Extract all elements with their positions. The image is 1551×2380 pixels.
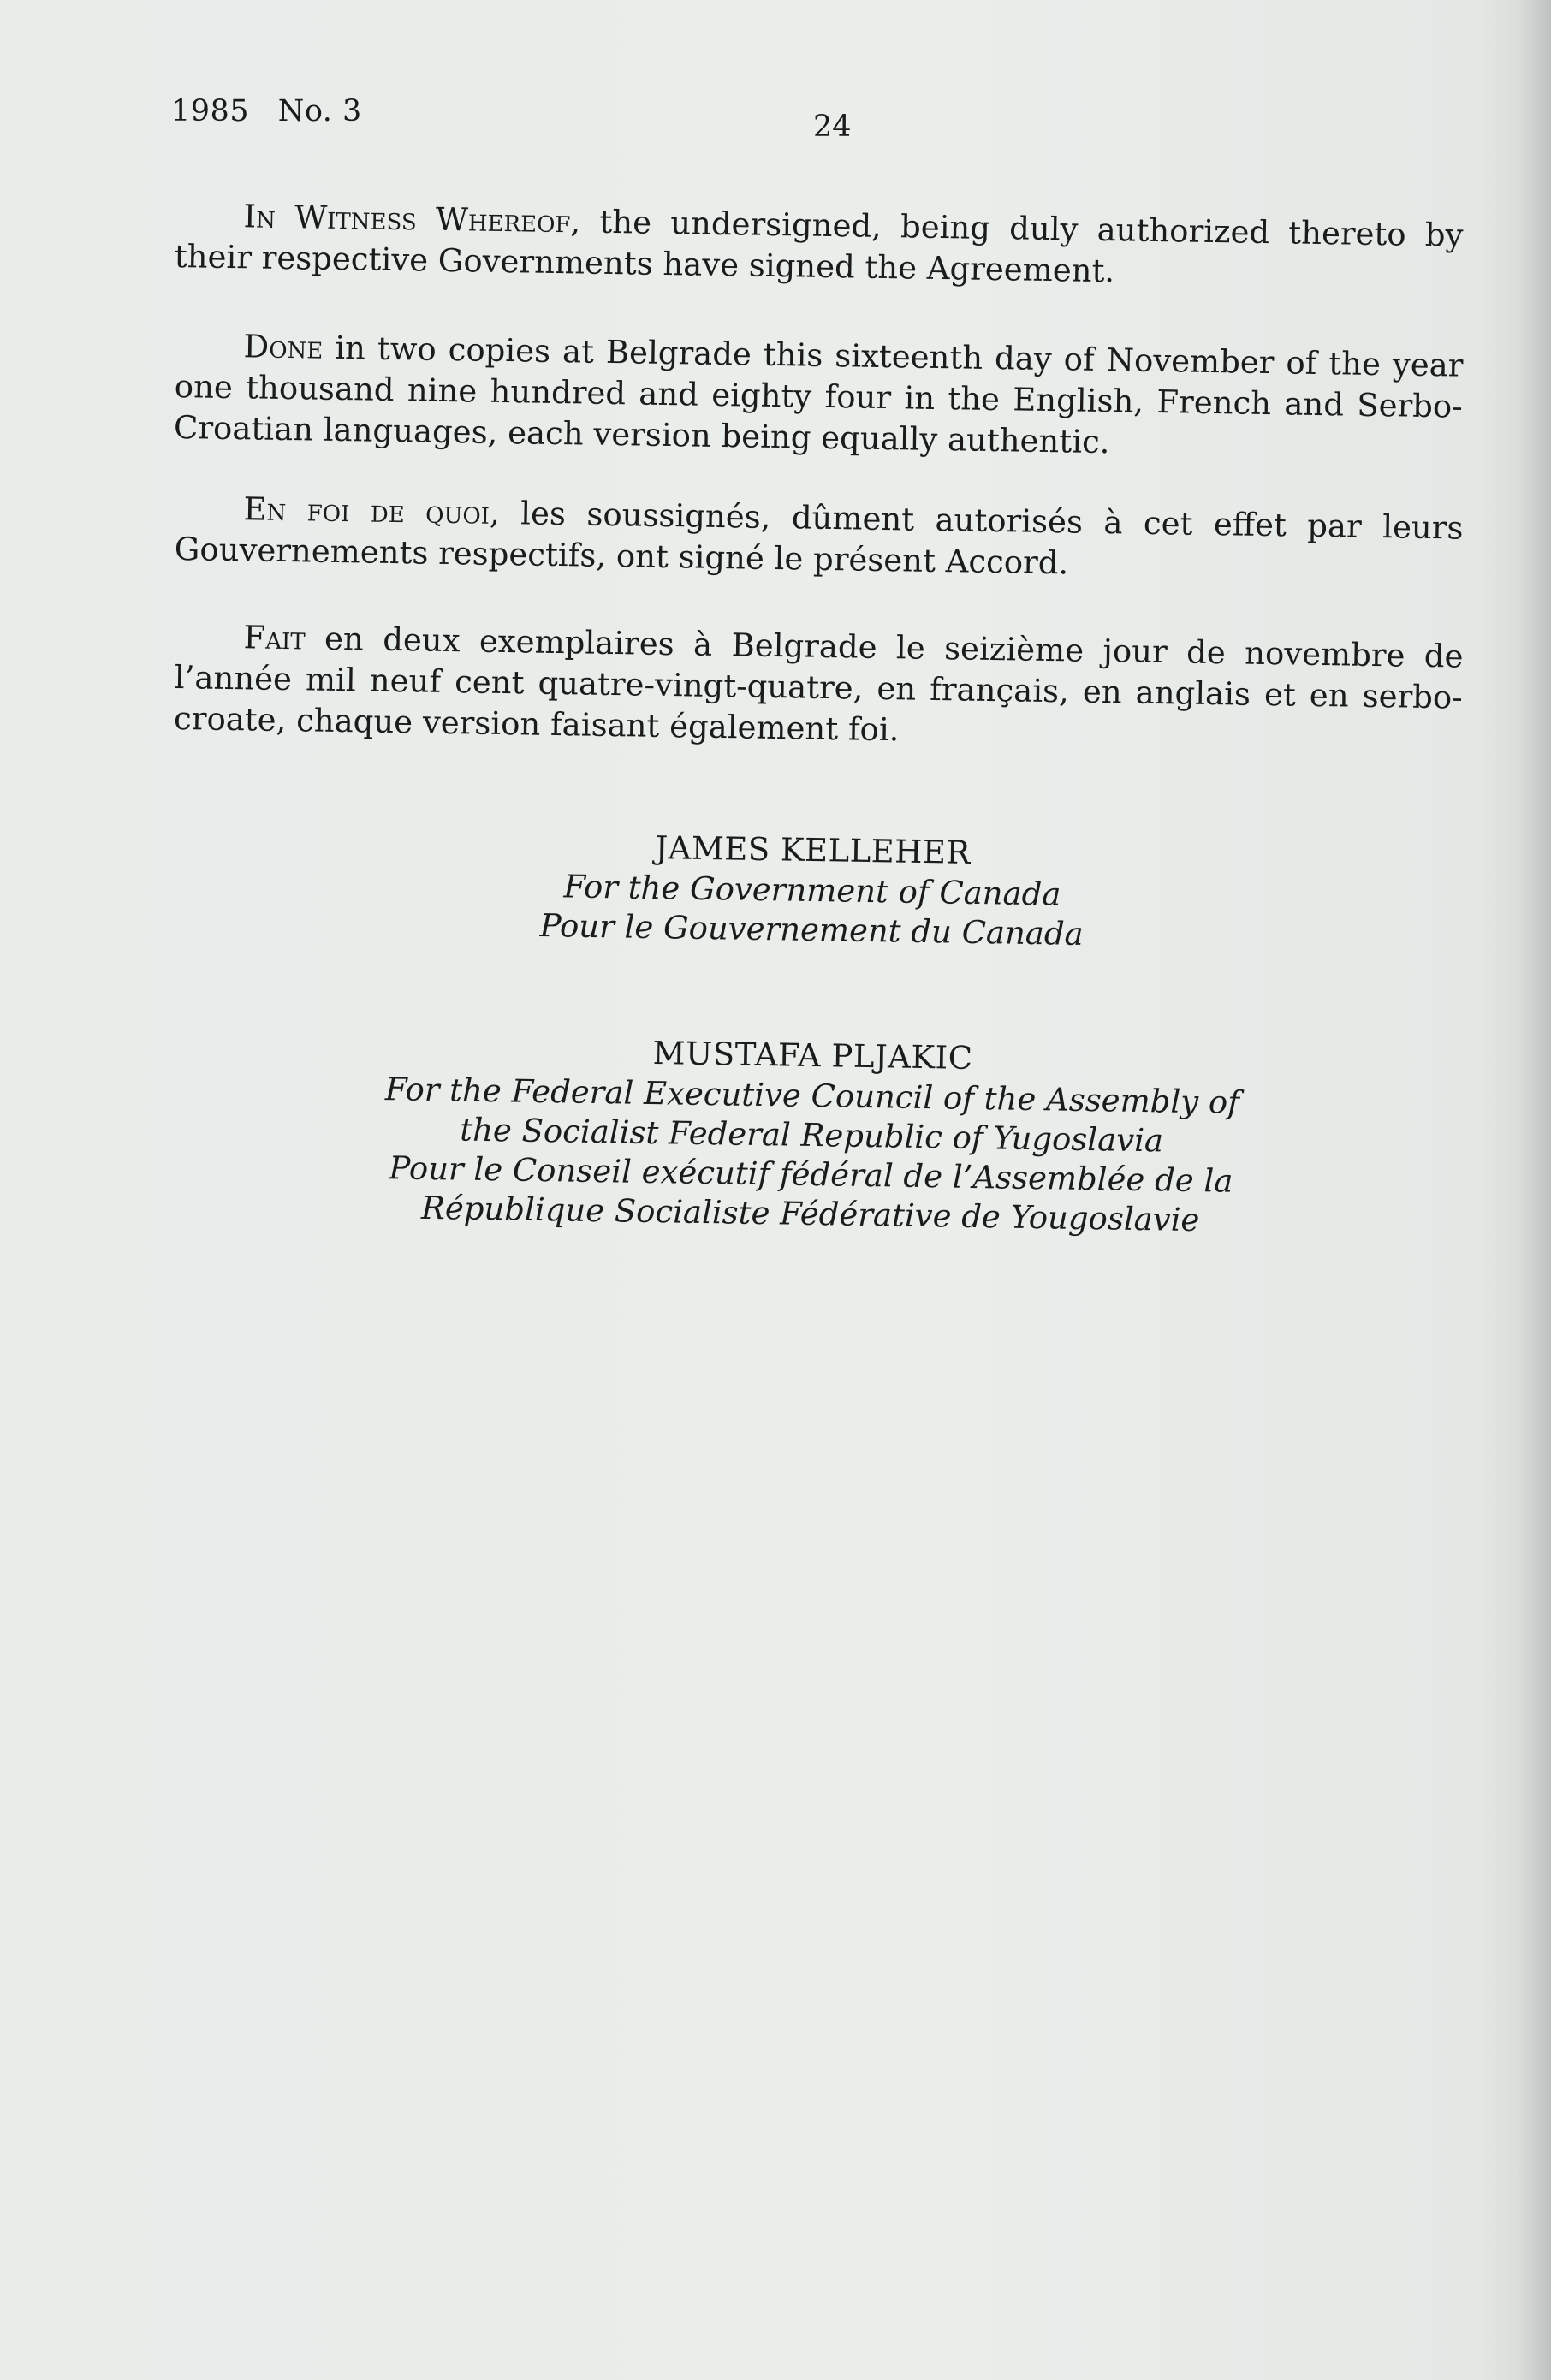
signatory-line: Pour le Gouvernement du Canada [539, 907, 1084, 953]
page-edge-shadow [1517, 0, 1551, 2380]
signatory-line: For the Federal Executive Council of the Assembly of [384, 1071, 1240, 1121]
paragraph-fait [174, 616, 1464, 760]
paragraph-done [174, 325, 1464, 469]
page-number: 24 [813, 110, 852, 144]
header-number: No. 3 [277, 94, 362, 128]
page-header [171, 94, 362, 128]
paragraph-en-foi-de-quoi [174, 488, 1463, 591]
paragraph-text: in two copies at Belgrade this sixteenth day of November of the year one thousand nine hundred and eighty four in the English, French and Serbo-Croatian languages, each version being equally authentic. [173, 329, 1464, 461]
paragraph-lead: In Witness Whereof, [243, 198, 581, 240]
signatory-line: République Socialiste Fédérative de Yougoslavie [420, 1189, 1200, 1239]
paragraph-text: en deux exemplaires à Belgrade le seizième jour de novembre de l’année mil neuf cent quatre-vingt-quatre, en français, en anglais et en serbo-croate, chaque version faisant également foi. [173, 620, 1464, 749]
paragraph-text: the undersigned, being duly authorized thereto by their respective Governments have signed the Agreement. [174, 203, 1464, 290]
paragraph-lead: En foi de quoi, [243, 490, 501, 531]
signatory-line: the Socialist Federal Republic of Yugoslavia [459, 1111, 1164, 1160]
paragraph-lead: Done [243, 328, 324, 366]
header-year: 1985 [171, 94, 250, 128]
signatory-line: For the Government of Canada [563, 868, 1061, 913]
signature-block-canada [255, 822, 1370, 959]
signature-block-yugoslavia [253, 1027, 1369, 1243]
signatory-line: Pour le Conseil exécutif fédéral de l’Assemblée de la [389, 1149, 1233, 1200]
signatory-name: JAMES KELLEHER [655, 829, 972, 871]
signatory-name: MUSTAFA PLJAKIC [652, 1035, 973, 1077]
paragraph-text: les soussignés, dûment autorisés à cet effet par leurs Gouvernements respectifs, ont signé le présent Accord. [174, 494, 1464, 582]
paragraph-in-witness [174, 195, 1463, 298]
paragraph-lead: Fait [243, 619, 306, 657]
